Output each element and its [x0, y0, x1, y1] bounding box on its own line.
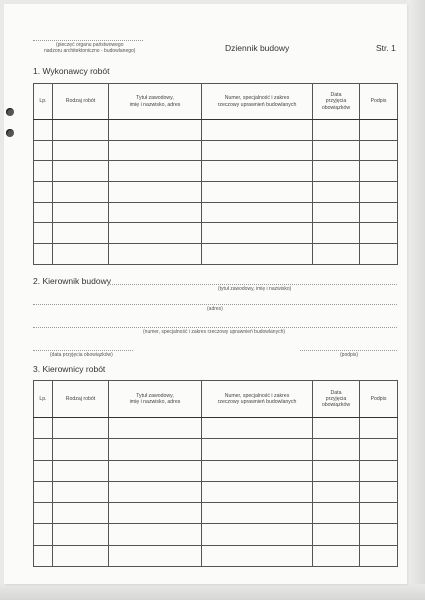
table-cell[interactable]	[202, 524, 313, 545]
manager-address-line[interactable]	[33, 304, 397, 305]
table-cell[interactable]	[34, 460, 53, 481]
table-cell[interactable]	[34, 481, 53, 502]
table-cell[interactable]	[53, 503, 109, 524]
table-cell[interactable]	[53, 524, 109, 545]
table-cell[interactable]	[34, 524, 53, 545]
table-cell[interactable]	[109, 481, 202, 502]
table-cell[interactable]	[34, 223, 53, 244]
page-bottom-edge	[0, 584, 425, 600]
table-cell[interactable]	[53, 418, 109, 439]
table-cell[interactable]	[202, 545, 313, 566]
table-cell[interactable]	[34, 182, 53, 203]
table-cell[interactable]	[313, 182, 360, 203]
page-edge	[407, 0, 425, 600]
table-row	[34, 439, 398, 460]
table-cell[interactable]	[53, 140, 109, 161]
caption-date: (data przyjęcia obowiązków)	[50, 352, 113, 358]
table-cell[interactable]	[109, 223, 202, 244]
table-row	[34, 120, 398, 141]
col-header-name-address: Tytuł zawodowy, imię i nazwisko, adres	[109, 84, 202, 120]
table-cell[interactable]	[109, 418, 202, 439]
table-cell[interactable]	[53, 460, 109, 481]
table-cell[interactable]	[202, 182, 313, 203]
table-cell[interactable]	[202, 202, 313, 223]
col-header-date: Data przyjęcia obowiązków	[313, 381, 360, 418]
table-cell[interactable]	[360, 140, 398, 161]
manager-license-line[interactable]	[33, 327, 397, 328]
table-cell[interactable]	[360, 182, 398, 203]
table-row	[34, 481, 398, 502]
table-cell[interactable]	[53, 481, 109, 502]
table-cell[interactable]	[109, 460, 202, 481]
table-cell[interactable]	[360, 460, 398, 481]
table-cell[interactable]	[313, 503, 360, 524]
table-cell[interactable]	[109, 244, 202, 265]
section-title-site-manager: 2. Kierownik budowy	[33, 276, 111, 286]
table-cell[interactable]	[313, 202, 360, 223]
table-cell[interactable]	[34, 140, 53, 161]
table-row	[34, 202, 398, 223]
manager-signature-line[interactable]	[300, 350, 397, 351]
stamp-line	[33, 40, 143, 41]
caption-signature: (podpis)	[340, 352, 359, 358]
table-cell[interactable]	[313, 244, 360, 265]
table-row	[34, 524, 398, 545]
table-cell[interactable]	[202, 120, 313, 141]
table-cell[interactable]	[202, 161, 313, 182]
table-row	[34, 161, 398, 182]
col-header-signature: Podpis	[360, 381, 398, 418]
contractors-table	[33, 83, 398, 265]
col-header-license: Numer, specjalność i zakres rzeczowy uprawnień budowlanych	[202, 84, 313, 120]
col-header-work-type: Rodzaj robót	[53, 84, 109, 120]
table-cell[interactable]	[34, 244, 53, 265]
table-cell[interactable]	[360, 481, 398, 502]
table-cell[interactable]	[34, 120, 53, 141]
table-cell[interactable]	[313, 223, 360, 244]
table-cell[interactable]	[360, 244, 398, 265]
works-managers-table	[33, 380, 398, 567]
table-row	[34, 460, 398, 481]
stamp-note: (pieczęć organu państwowego nadzoru architektoniczno - budowlanego)	[44, 42, 136, 54]
table-cell[interactable]	[202, 244, 313, 265]
table-cell[interactable]	[34, 503, 53, 524]
manager-name-line[interactable]	[108, 284, 397, 285]
page-number: Str. 1	[376, 43, 396, 53]
table-row	[34, 418, 398, 439]
table-cell[interactable]	[53, 439, 109, 460]
table-cell[interactable]	[202, 418, 313, 439]
table-cell[interactable]	[34, 161, 53, 182]
table-cell[interactable]	[360, 202, 398, 223]
col-header-work-type: Rodzaj robót	[53, 381, 109, 418]
table-cell[interactable]	[109, 545, 202, 566]
table-cell[interactable]	[202, 223, 313, 244]
table-cell[interactable]	[109, 182, 202, 203]
col-header-license: Numer, specjalność i zakres rzeczowy uprawnień budowlanych	[202, 381, 313, 418]
table-cell[interactable]	[313, 460, 360, 481]
caption-license: (numer, specjalność i zakres rzeczowy uprawnień budowlanych)	[143, 329, 286, 335]
table-row	[34, 503, 398, 524]
table-cell[interactable]	[313, 481, 360, 502]
table-cell[interactable]	[360, 161, 398, 182]
table-row	[34, 545, 398, 566]
table-cell[interactable]	[109, 161, 202, 182]
table-cell[interactable]	[360, 120, 398, 141]
table-cell[interactable]	[34, 439, 53, 460]
table-cell[interactable]	[53, 182, 109, 203]
table-cell[interactable]	[360, 418, 398, 439]
document-title: Dziennik budowy	[225, 43, 290, 53]
table-cell[interactable]	[202, 140, 313, 161]
table-cell[interactable]	[360, 545, 398, 566]
table-cell[interactable]	[34, 202, 53, 223]
binder-hole	[6, 108, 14, 116]
table-cell[interactable]	[360, 503, 398, 524]
table-cell[interactable]	[53, 202, 109, 223]
table-cell[interactable]	[202, 460, 313, 481]
table-cell[interactable]	[53, 161, 109, 182]
table-cell[interactable]	[53, 244, 109, 265]
col-header-lp: Lp.	[34, 84, 53, 120]
col-header-lp: Lp.	[34, 381, 53, 418]
table-row	[34, 140, 398, 161]
table-cell[interactable]	[313, 161, 360, 182]
table-cell[interactable]	[202, 481, 313, 502]
table-cell[interactable]	[360, 524, 398, 545]
table-row	[34, 182, 398, 203]
table-cell[interactable]	[313, 545, 360, 566]
table-cell[interactable]	[53, 223, 109, 244]
table-cell[interactable]	[109, 140, 202, 161]
table-cell[interactable]	[202, 439, 313, 460]
binder-hole	[6, 129, 14, 137]
table-cell[interactable]	[360, 223, 398, 244]
col-header-signature: Podpis	[360, 84, 398, 120]
table-row	[34, 244, 398, 265]
section-title-contractors: 1. Wykonawcy robót	[33, 66, 110, 76]
col-header-date: Data przyjęcia obowiązków	[313, 84, 360, 120]
table-cell[interactable]	[109, 503, 202, 524]
caption-address: (adres)	[207, 306, 223, 312]
table-cell[interactable]	[34, 418, 53, 439]
manager-date-line[interactable]	[33, 350, 133, 351]
table-cell[interactable]	[53, 120, 109, 141]
table-cell[interactable]	[313, 120, 360, 141]
col-header-name-address: Tytuł zawodowy, imię i nazwisko, adres	[109, 381, 202, 418]
table-cell[interactable]	[313, 140, 360, 161]
table-cell[interactable]	[109, 202, 202, 223]
table-row	[34, 223, 398, 244]
table-cell[interactable]	[313, 439, 360, 460]
table-cell[interactable]	[313, 418, 360, 439]
table-cell[interactable]	[109, 524, 202, 545]
table-cell[interactable]	[109, 439, 202, 460]
table-cell[interactable]	[360, 439, 398, 460]
table-cell[interactable]	[53, 545, 109, 566]
table-cell[interactable]	[313, 524, 360, 545]
section-title-works-managers: 3. Kierownicy robót	[33, 364, 106, 374]
caption-name: (tytuł zawodowy, imię i nazwisko)	[218, 286, 292, 292]
table-cell[interactable]	[34, 545, 53, 566]
table-cell[interactable]	[109, 120, 202, 141]
table-cell[interactable]	[202, 503, 313, 524]
